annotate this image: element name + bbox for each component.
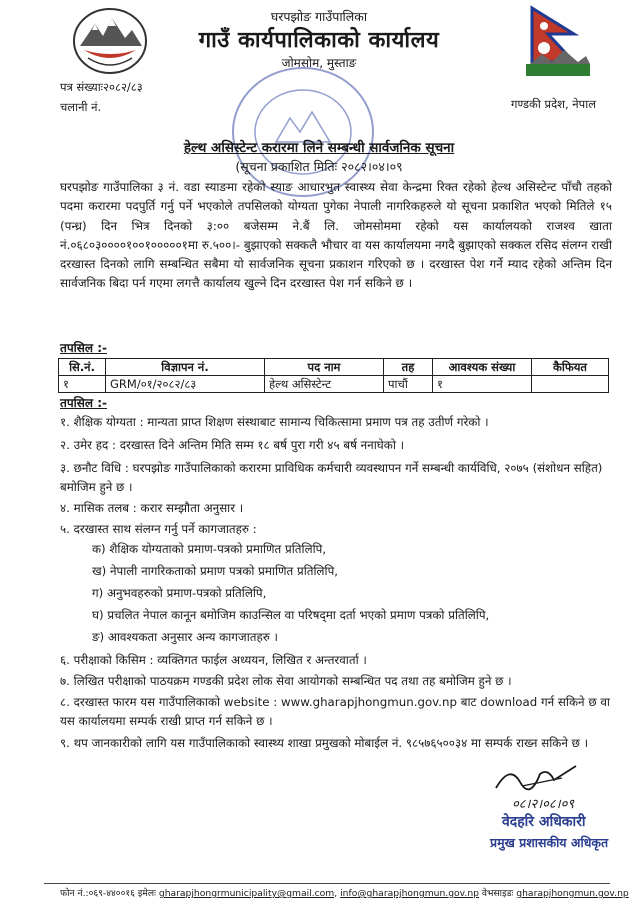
cell-level: पाचौं [384,376,433,393]
doc-subitem: ङ) आवश्यकता अनुसार अन्य कागजातहरु । [92,630,279,644]
vacancy-table [58,358,609,393]
cell-ad-no: GRM/०१/२०८२/८३ [106,376,265,393]
municipality-name: घरपझोङ गाउँपालिका [270,9,368,24]
schedule-label: तपसिल :- [60,341,107,355]
nepal-flag-icon [522,4,594,80]
signatory-name: वेदहरि अधिकारी [502,814,586,830]
footer-web-label: वेभसाइडः [481,888,514,899]
item-age-limit: २. उमेर हद : दरखास्त दिने अन्तिम मिति सम्म १८ बर्ष पुरा गरी ४५ बर्ष ननाघेको । [60,438,405,452]
item-selection-method: ३. छनौट विधि : घरपझोङ गाउँपालिकाको करारमा प्राविधिक कर्मचारी व्यवस्थापन गर्ने सम्बन्धी कार्यविधि, २०७५ (संशोधन सहित) बमोजिम हुने छ । [60,461,603,494]
cell-count: १ [433,376,532,393]
col-header-count: आवश्यक संख्या [433,359,532,376]
office-title: गाउँ कार्यपालिकाको कार्यालय [198,28,440,53]
doc-subitem: घ) प्रचलित नेपाल कानून बमोजिम काउन्सिल वा परिषद्‌मा दर्ता भएको प्रमाण पत्रको प्रतिलिपि, [92,608,490,622]
col-header-remarks: कैफियत [532,359,609,376]
cell-serial: १ [59,376,106,393]
col-header-level: तह [384,359,433,376]
col-header-serial: सि.नं. [59,359,106,376]
item-application-form: ८. दरखास्त फारम यस गाउँपालिकाको website : www.gharapjhongmun.gov.np बाट download गर्न सकिने छ वा यस कार्यालयमा सम्पर्क राखी प्राप्त गर्न सकिने छ । [60,695,610,728]
footer-email-link-1[interactable]: gharapjhongrmunicipality@gmail.com [158,888,335,899]
footer-website-link[interactable]: gharapjhongmun.gov.np [516,888,629,899]
nepal-emblem-icon [70,6,150,76]
footer-divider [44,883,610,884]
doc-subitem: क) शैक्षिक योग्यताको प्रमाण-पत्रको प्रमाणित प्रतिलिपि, [92,542,327,556]
province-label: गण्डकी प्रदेश, नेपाल [510,97,596,111]
cell-post: हेल्थ असिस्टेन्ट [265,376,384,393]
table-header-row [59,359,609,376]
dispatch-number: चलानी नं. [60,100,102,114]
reference-number: पत्र संख्याः२०८२/८३ [60,80,143,94]
item-exam-type: ६. परीक्षाको किसिम : व्यक्तिगत फाईल अध्ययन, लिखित र अन्तरवार्ता । [60,653,367,667]
table-row [59,376,609,393]
notice-title: हेल्थ असिस्टेन्ट करारमा लिने सम्बन्धी सार्वजनिक सूचना [183,140,455,156]
item-salary: ४. मासिक तलब : करार सम्झौता अनुसार । [60,501,244,515]
signature-scribble-icon [492,760,582,796]
details-label: तपसिल :- [60,396,107,410]
item-contact: ९. थप जानकारीको लागि यस गाउँपालिकाको स्वास्थ्य शाखा प्रमुखको मोबाईल नं. ९८५७६५००३४ मा सम्पर्क राख्न सकिने छ । [60,736,589,750]
col-header-post: पद नाम [265,359,384,376]
col-header-ad-no: विज्ञापन नं. [106,359,265,376]
footer-email-link-2[interactable]: info@gharapjhongmun.gov.np [340,888,479,899]
item-syllabus: ७. लिखित परीक्षाको पाठयक्रम गण्डकी प्रदेश लोक सेवा आयोगको सम्बन्धित पद तथा तह बमोजिम हुने छ । [60,674,512,688]
signature-date: ०८।२।०८।०९ [512,797,575,812]
publication-date: (सूचना प्रकाशित मितिः २०८२।०४।०९ [235,159,403,174]
cell-remarks [532,376,609,393]
notice-body: घरपझोङ गाउँपालिका ३ नं. वडा स्याङमा रहेको स्याङ आधारभुत स्वास्थ्य सेवा केन्द्रमा रिक्त रहेको हेल्थ असिस्टेन्ट पाँचौ तहको पदमा करारमा पदपुर्ति गर्नु पर्ने भएकोले तपसिलको योग्यता पुगेका नेपाली नागरिकहरुले यो सूचना प्रकाशित भएको मितिले १५ (पन्ध्र) दिन भित्र दिनको ३:०० बजेसम्म ने.बैं लि. जोमसोममा रहेको यस कार्यालयको राजश्व खाता नं.०६८०३००००१००१०००००१मा रु.५००।- बुझाएको सक्कलै भौचार वा यस कार्यालयमा नगदै बुझाएको सक्कल रसिद संलग्न राखी दरखास्त दिनको लागि सम्बन्धित सबैमा यो सार्वजनिक सूचना प्रकाशन गरिएको छ । दरखास्त पेश गर्ने म्याद रहेको अन्तिम दिन सार्वजनिक बिदा पर्न गएमा लगत्तै कार्यालय खुल्ने दिन दरखास्त पेश गर्न सकिने छ । [60,180,612,291]
office-address: जोमसोम, मुस्ताङ [281,56,357,70]
signatory-designation: प्रमुख प्रशासकीय अधिकृत [490,835,609,850]
footer-email-label: इमेलः [137,888,156,899]
doc-subitem: ख) नेपाली नागरिकताको प्रमाण पत्रको प्रमाणित प्रतिलिपि, [92,564,339,578]
doc-subitem: ग) अनुभवहरुको प्रमाण-पत्रको प्रतिलिपि, [92,586,267,600]
item-documents: ५. दरखास्त साथ संलग्न गर्नु पर्ने कागजातहरु : [60,522,257,536]
footer-contact: फोन नं.:०६९-४४००१६ इमेलः gharapjhongrmunicipality@gmail.com, info@gharapjhongmun.gov.np वेभसाइडः gharapjhongmun.gov.np [60,888,629,899]
item-qualification: १. शैक्षिक योग्यता : मान्यता प्राप्त शिक्षण संस्थाबाट सामान्य चिकित्सामा प्रमाण पत्र तह उतीर्ण गरेको । [60,415,489,429]
footer-phone: फोन नं.:०६९-४४००१६ [60,888,135,899]
